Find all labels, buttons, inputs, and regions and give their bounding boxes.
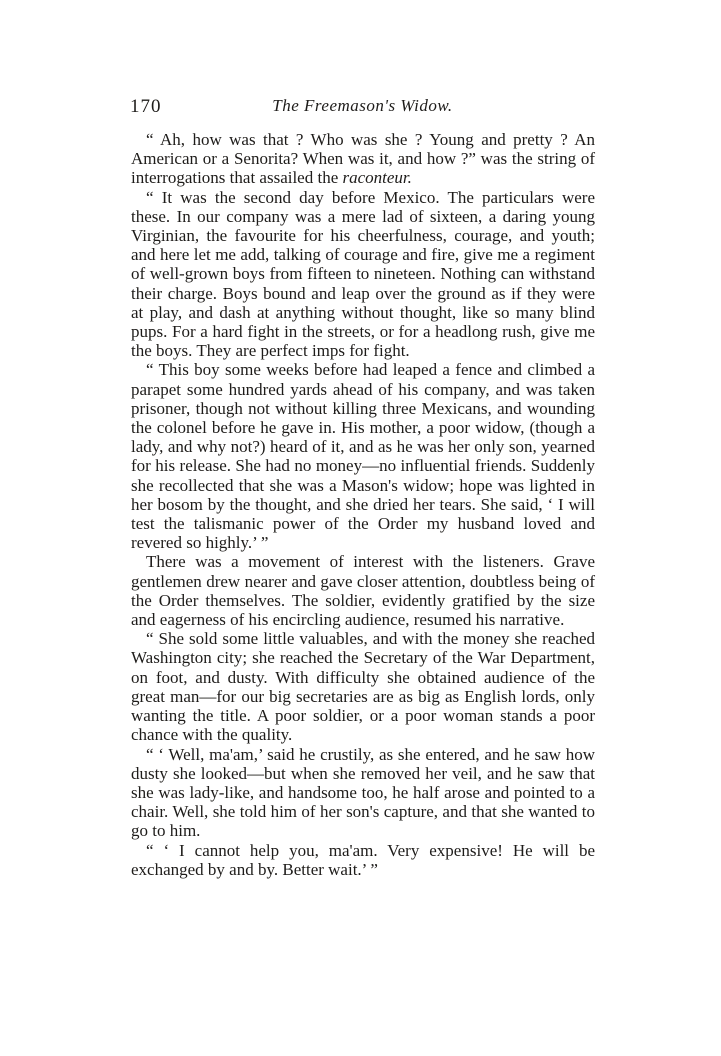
italic-word: raconteur. — [342, 168, 412, 188]
paragraph: “ It was the second day before Mexico. The particulars were these. In our company was a mere lad of sixteen, a daring young Virginian, the favourite for his cheerfulness, courage, and youth; and here let me add, talking of courage and fire, give me a regiment of well-grown boys from fifteen to nineteen. Nothing can withstand their charge. Boys bound and leap over the ground as if they were at play, and dash at anything without thought, like so many blind pups. For a hard fight in the streets, or for a headlong rush, give me the boys. They are perfect imps for fight. — [131, 187, 595, 361]
paragraph: “ ‘ I cannot help you, ma'am. Very expensive! He will be exchanged by and by. Better wait.’ ” — [131, 840, 595, 879]
paragraph: “ She sold some little valuables, and with the money she reached Washington city; she reached the Secretary of the War Department, on foot, and dusty. With difficulty she obtained audience of the great man—for our big secretaries are as big as English lords, only wanting the title. A poor soldier, or a poor woman stands a poor chance with the quality. — [131, 629, 595, 745]
paragraph: “ This boy some weeks before had leaped a fence and climbed a parapet some hundred yards ahead of his company, and was taken prisoner, though not without killing three Mexicans, and wounding the colonel before he gave in. His mother, a poor widow, (though a lady, and why not?) heard of it, and as he was her only son, yearned for his release. She had no money—no influential friends. Suddenly she recollected that she was a Mason's widow; hope was lighted in her bosom by the thought, and she dried her tears. She said, ‘ I will test the talismanic power of the Order my husband loved and revered so highly.’ ” — [131, 360, 595, 553]
page-number: 170 — [130, 96, 162, 117]
paragraph-text: “ Ah, how was that ? Who was she ? Young and pretty ? An American or a Senorita? When was it, and how ?” was the string of interrogations that assailed the — [131, 130, 595, 188]
body-text — [131, 130, 595, 879]
paragraph: There was a movement of interest with the listeners. Grave gentlemen drew nearer and gave closer attention, doubtless being of the Order themselves. The soldier, evidently gratified by the size and eagerness of his encircling audience, resumed his narrative. — [131, 552, 595, 630]
paragraph — [131, 130, 595, 188]
running-title: The Freemason's Widow. — [272, 96, 453, 115]
paragraph: “ ‘ Well, ma'am,’ said he crustily, as she entered, and he saw how dusty she looked—but when she removed her veil, and he saw that she was lady-like, and handsome too, he half arose and pointed to a chair. Well, she told him of her son's capture, and that she wanted to go to him. — [131, 744, 595, 841]
page-header — [130, 96, 595, 122]
